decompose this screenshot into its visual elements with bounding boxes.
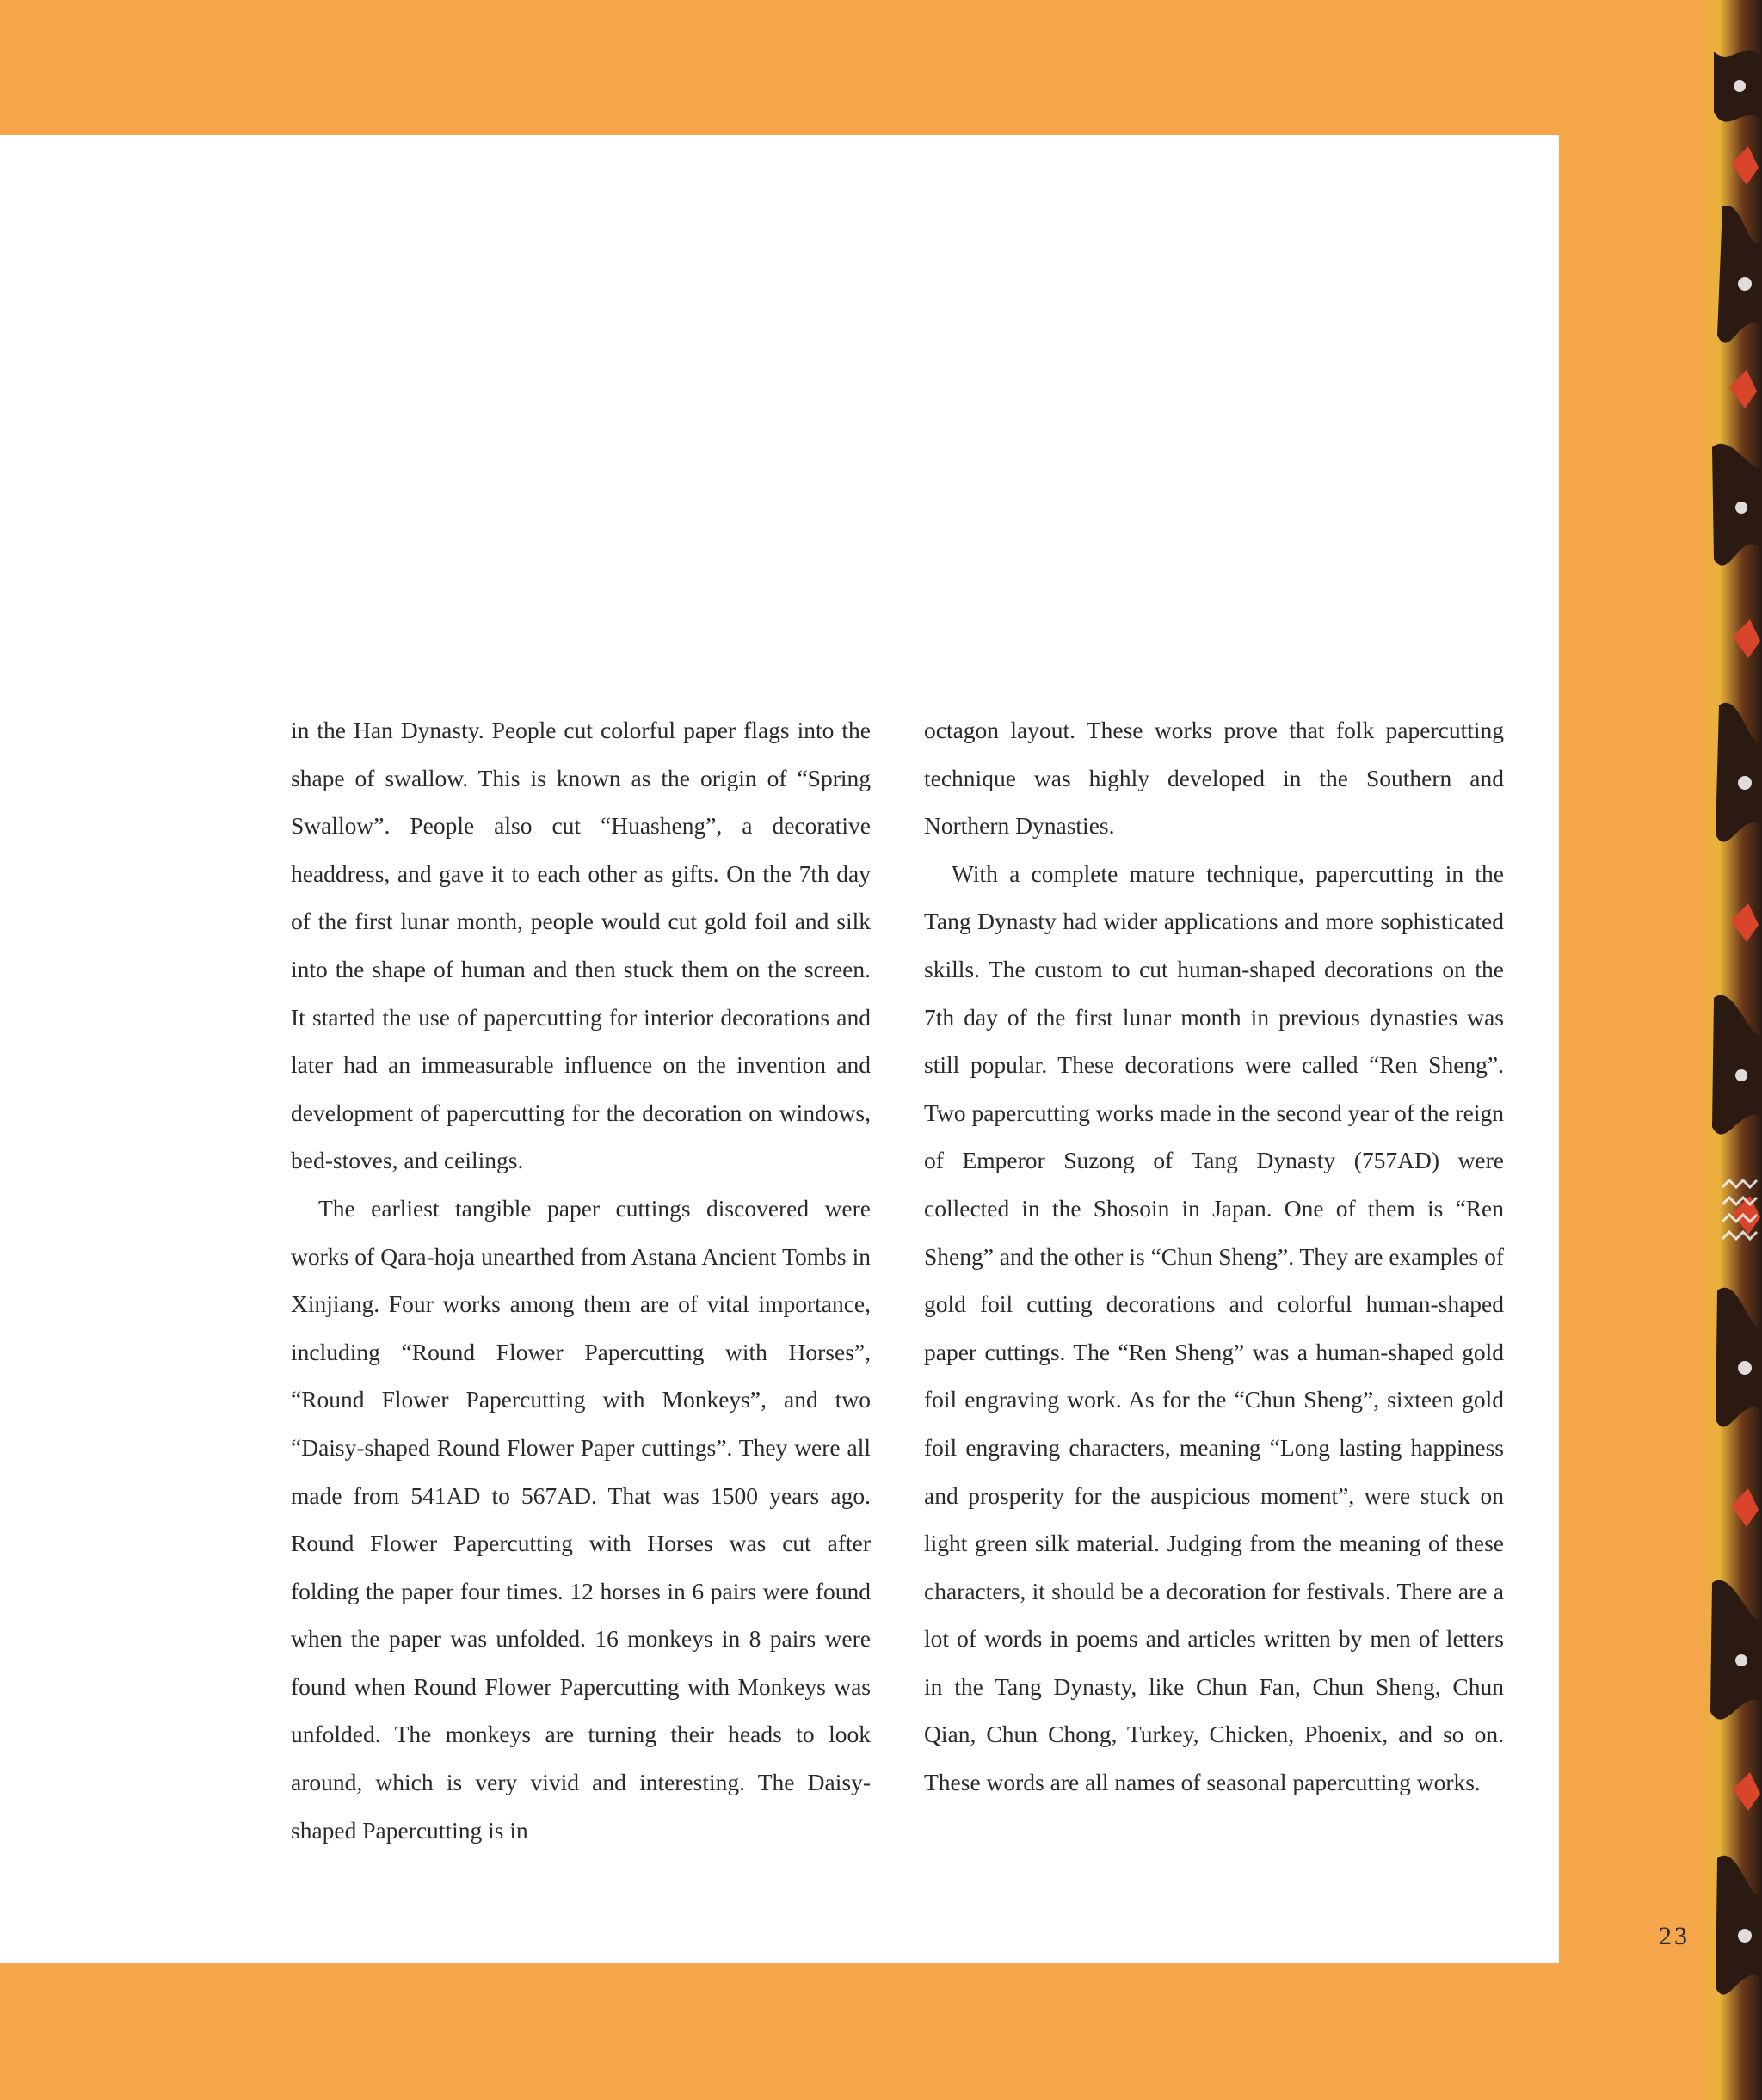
paragraph: octagon layout. These works prove that folk papercutting technique was highly developed in the Southern and Northern Dynasties. bbox=[924, 717, 1504, 840]
papercut-border-ornament bbox=[1697, 0, 1762, 2100]
paragraph: in the Han Dynasty. People cut colorful paper flags into the shape of swallow. This is known as the origin of “Spring Swallow”. People also cut “Huasheng”, a decorative headdress, and gave it to each other as gifts. On the 7th day of the first lunar month, people would cut gold foil and silk into the shape of human and then stuck them on the screen. It started the use of papercutting for interior decorations and later had an immeasurable influence on the invention and development of papercutting for the decoration on windows, bed-stoves, and ceilings. bbox=[291, 717, 871, 1174]
page-sheet bbox=[0, 135, 1559, 1963]
paragraph: With a complete mature technique, papercutting in the Tang Dynasty had wider applications and more sophisticated skills. The custom to cut human-shaped decorations on the 7th day of the first lunar month in previous dynasties was still popular. These decorations were called “Ren Sheng”. Two papercutting works made in the second year of the reign of Emperor Suzong of Tang Dynasty (757AD) were collected in the Shosoin in Japan. One of them is “Ren Sheng” and the other is “Chun Sheng”. They are examples of gold foil cutting decorations and colorful human-shaped paper cuttings. The “Ren Sheng” was a human-shaped gold foil engraving work. As for the “Chun Sheng”, sixteen gold foil engraving characters, meaning “Long lasting happiness and prosperity for the auspicious moment”, were stuck on light green silk material. Judging from the meaning of these characters, it should be a decoration for festivals. There are a lot of words in poems and articles written by men of letters in the Tang Dynasty, like Chun Fan, Chun Sheng, Chun Qian, Chun Chong, Turkey, Chicken, Phoenix, and so on. These words are all names of seasonal papercutting works. bbox=[924, 859, 1504, 1796]
paragraph: The earliest tangible paper cuttings discovered were works of Qara-hoja unearthed from Astana Ancient Tombs in Xinjiang. Four works among them are of vital importance, including “Round Flower Papercutting with Horses”, “Round Flower Papercutting with Monkeys”, and two “Daisy-shaped Round Flower Paper cuttings”. They were all made from 541AD to 567AD. That was 1500 years ago. Round Flower Papercutting with Horses was cut after folding the paper four times. 12 horses in 6 pairs were found when the paper was unfolded. 16 monkeys in 8 pairs were found when Round Flower Papercutting with Monkeys was unfolded. The monkeys are turning their heads to look around, which is very vivid and interesting. The Daisy-shaped Papercutting is in bbox=[291, 1194, 871, 1844]
text-column-right bbox=[924, 706, 1504, 1807]
page-number: 23 bbox=[1659, 1922, 1690, 1950]
text-column-left bbox=[291, 706, 871, 1854]
